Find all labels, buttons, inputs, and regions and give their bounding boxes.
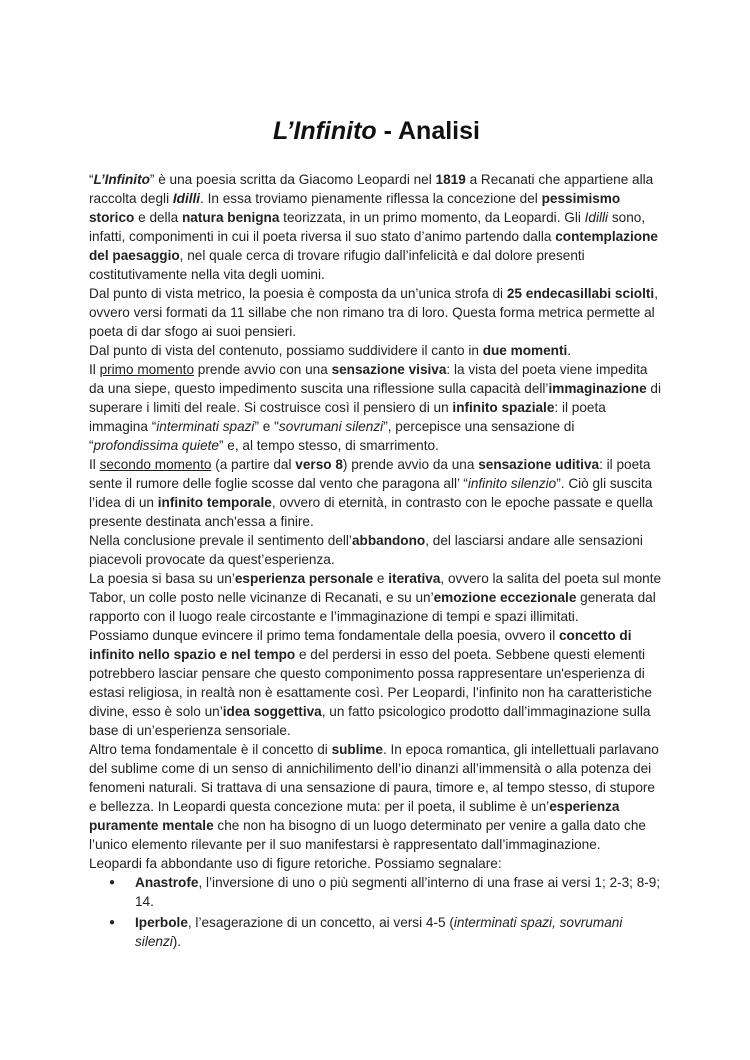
paragraph-first-moment: Il primo momento prende avvio con una sensazione visiva: la vista del poeta viene impedita da una siepe, questo impedimento suscita una riflessione sulla capacità dell’immaginazione di superare i limiti del reale. Si costruisce così il pensiero di un infinito spaziale: il poeta immagina “interminati spazi” e "sovrumani silenzi”, percepisce una sensazione di “profondissima quiete” e, al tempo stesso, di smarrimento. [89, 362, 662, 453]
paragraph-second-moment: Il secondo momento (a partire dal verso 8) prende avvio da una sensazione uditiva: il poeta sente il rumore delle foglie scosse dal vento che paragona all’ “infinito silenzio”. Ciò gli suscita l’idea di un infinito temporale, ovvero di eternità, in contrasto con le epoche passate e quella presente destinata anch'essa a finire. [89, 457, 653, 529]
paragraph-sublime-theme: Altro tema fondamentale è il concetto di sublime. In epoca romantica, gli intellettuali parlavano del sublime come di un senso di annichilimento dell’io dinanzi all’immensità o alla potenza dei fenomeni naturali. Si trattava di una sensazione di paura, timore e, al tempo stesso, di stupore e bellezza. In Leopardi questa concezione muta: per il poeta, il sublime è un’esperienza puramente mentale che non ha bisogno di un luogo determinato per venire a galla dato che l’unico elemento rilevante per il suo manifestarsi è rappresentato dall’immaginazione. [89, 742, 659, 852]
document-body [89, 170, 664, 951]
list-item: ● Iperbole, l’esagerazione di un concetto, ai versi 4-5 (interminati spazi, sovrumani silenzi). [135, 913, 664, 951]
figures-list [89, 873, 664, 951]
paragraph-figures-intro: Leopardi fa abbondante uso di figure retoriche. Possiamo segnalare: [89, 856, 502, 871]
paragraph-content: Dal punto di vista del contenuto, possiamo suddividere il canto in due momenti. [89, 343, 572, 358]
paragraph-intro: “L’Infinito” è una poesia scritta da Giacomo Leopardi nel 1819 a Recanati che appartiene alla raccolta degli Idilli. In essa troviamo pienamente riflessa la concezione del pessimismo storico e della natura benigna teorizzata, in un primo momento, da Leopardi. Gli Idilli sono, infatti, componimenti in cui il poeta riversa il suo stato d’animo partendo dalla contemplazione del paesaggio, nel quale cerca di trovare rifugio dall’infelicità e dal dolore presenti costitutivamente nella vita degli uomini. [89, 172, 658, 282]
list-item: ● Anastrofe, l’inversione di uno o più segmenti all’interno di una frase ai versi 1; 2-3; 8-9; 14. [135, 873, 664, 911]
paragraph-infinity-theme: Possiamo dunque evincere il primo tema fondamentale della poesia, ovvero il concetto di infinito nello spazio e nel tempo e del perdersi in esso del poeta. Sebbene questi elementi potrebbero lasciar pensare che questo componimento possa rappresentare un'esperienza di estasi religiosa, in realtà non è esattamente così. Per Leopardi, l’infinito non ha caratteristiche divine, esso è solo un’idea soggettiva, un fatto psicologico prodotto dall’immaginazione sulla base di un’esperienza sensoriale. [89, 628, 652, 738]
page-title: L’Infinito - Analisi [273, 117, 480, 145]
paragraph-conclusion: Nella conclusione prevale il sentimento dell’abbandono, del lasciarsi andare alle sensazioni piacevoli provocate da quest’esperienza. [89, 533, 643, 567]
paragraph-experience: La poesia si basa su un’esperienza personale e iterativa, ovvero la salita del poeta sul monte Tabor, un colle posto nelle vicinanze di Recanati, e su un’emozione eccezionale generata dal rapporto con il luogo reale circostante e l’immaginazione di tempi e spazi illimitati. [89, 571, 662, 624]
paragraph-metrics: Dal punto di vista metrico, la poesia è composta da un’unica strofa di 25 endecasillabi sciolti, ovvero versi formati da 11 sillabe che non rimano tra di loro. Questa forma metrica permette al poeta di dar sfogo ai suoi pensieri. [89, 286, 658, 339]
